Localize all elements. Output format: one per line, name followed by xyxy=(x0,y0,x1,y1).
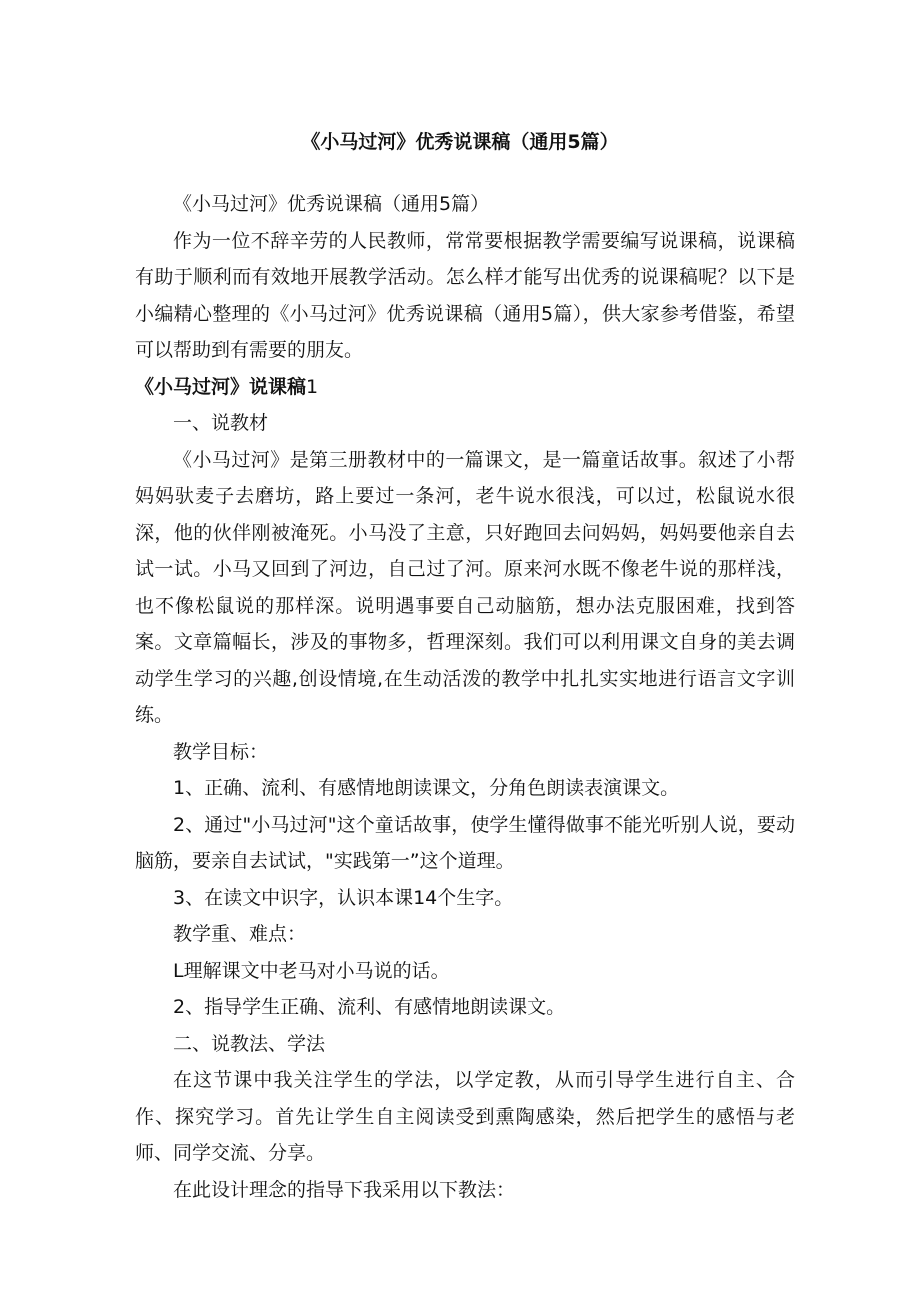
goal-item-1: 1、正确、流利、有感情地朗读课文，分角色朗读表演课文。 xyxy=(173,777,680,799)
key-points-heading: 教学重、难点： xyxy=(173,923,307,945)
intro-paragraph: 作为一位不辞辛劳的人民教师，常常要根据教学需要编写说课稿，说课稿有助于顺利而有效地开展教学活动。怎么样才能写出优秀的说课稿呢？以下是小编精心整理的《小马过河》优秀说课稿（通用5篇），供大家参考借鉴，希望可以帮助到有需要的朋友。 xyxy=(135,229,795,361)
part-2-paragraph-2: 在此设计理念的指导下我采用以下教法： xyxy=(173,1178,516,1201)
document-body xyxy=(135,186,795,1208)
goal-item-2: 2、通过"小马过河"这个童话故事，使学生懂得做事不能光听别人说，要动脑筋，要亲自去试试，"实践第一”这个道理。 xyxy=(135,813,795,872)
document-subtitle: 《小马过河》优秀说课稿（通用5篇） xyxy=(173,193,490,215)
key-point-2: 2、指导学生正确、流利、有感情地朗读课文。 xyxy=(173,996,566,1018)
document-title: 《小马过河》优秀说课稿（通用5篇） xyxy=(301,131,619,153)
part-1-heading: 一、说教材 xyxy=(173,412,269,434)
goals-heading: 教学目标： xyxy=(173,740,269,763)
part-2-heading: 二、说教法、学法 xyxy=(173,1032,326,1055)
section-1-number: 1 xyxy=(306,375,319,398)
goal-item-3: 3、在读文中识字，认识本课14个生字。 xyxy=(173,886,514,909)
part-2-paragraph: 在这节课中我关注学生的学法，以学定教，从而引导学生进行自主、合作、探究学习。首先让学生自主阅读受到熏陶感染，然后把学生的感悟与老师、同学交流、分享。 xyxy=(135,1069,795,1164)
key-point-1: L理解课文中老马对小马说的话。 xyxy=(173,959,450,982)
part-1-paragraph: 《小马过河》是第三册教材中的一篇课文，是一篇童话故事。叙述了小帮妈妈驮麦子去磨坊，路上要过一条河，老牛说水很浅，可以过，松鼠说水很深，他的伙伴刚被淹死。小马没了主意，只好跑回去问妈妈，妈妈要他亲自去试一试。小马又回到了河边，自己过了河。原来河水既不像老牛说的那样浅，也不像松鼠说的那样深。说明遇事要自己动脑筋，想办法克服困难，找到答案。文章篇幅长，涉及的事物多，哲理深刻。我们可以利用课文自身的美去调动学生学习的兴趣,创设情境,在生动活泼的教学中扎扎实实地进行语言文字训练。 xyxy=(135,448,795,726)
section-1-heading xyxy=(135,369,795,406)
section-1-heading-text: 《小马过河》说课稿 xyxy=(135,375,307,398)
